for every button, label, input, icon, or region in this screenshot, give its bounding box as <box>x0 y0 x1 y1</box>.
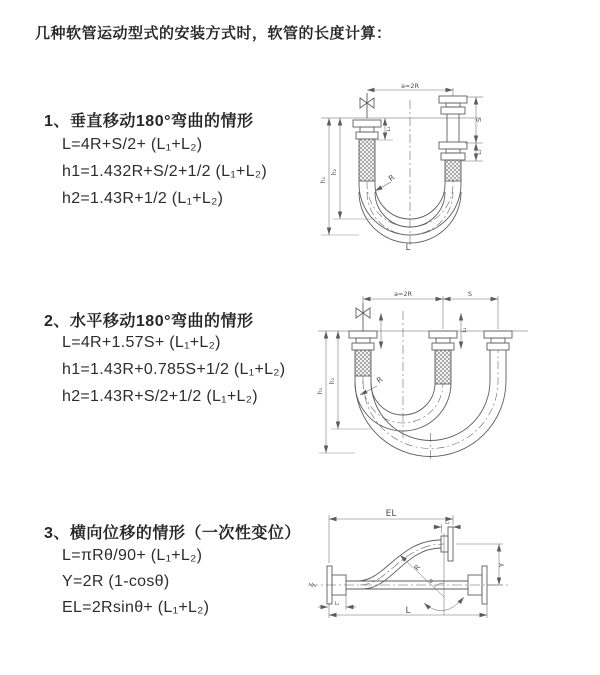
dim-label-a2r: a=2R <box>400 82 420 90</box>
dim-label-y: Y <box>498 562 506 568</box>
dim-label-l: L <box>405 243 411 253</box>
section-2-formula-h2: h2=1.43R+S/2+1/2 (L₁+L₂) <box>62 388 258 405</box>
dim-label-h2: h₂ <box>331 168 338 176</box>
dimension-lines <box>319 296 498 453</box>
dim-label-s: S <box>475 117 483 123</box>
section-3-heading: 3、横向位移的情形（一次性变位） <box>44 525 301 542</box>
dim-label-l2: L₂ <box>477 149 483 155</box>
dim-label-h2: h₂ <box>329 377 336 385</box>
dim-label-r: R <box>412 563 423 573</box>
dim-label-h1: h₁ <box>320 176 327 184</box>
section-3-formula-L: L=πRθ/90+ (L₁+L₂) <box>62 547 203 564</box>
left-flange <box>353 120 381 181</box>
middle-flange <box>429 331 457 384</box>
diagram-lateral-displacement <box>303 503 593 658</box>
dim-label-l1-bottom: L₁ <box>334 601 340 607</box>
dim-label-el: EL <box>385 509 397 519</box>
section-1-formula-h2: h2=1.43R+1/2 (L₁+L₂) <box>62 190 224 207</box>
section-2-heading: 2、水平移动180°弯曲的情形 <box>44 313 254 330</box>
hose-drawing <box>321 93 481 248</box>
dim-label-r: R <box>386 172 397 184</box>
dim-label-l1: L₁ <box>462 327 468 333</box>
section-3-formula-EL: EL=2Rsinθ+ (L₁+L₂) <box>62 599 210 616</box>
dim-label-l1: L₁ <box>386 126 392 132</box>
valve-icon <box>356 303 370 331</box>
dim-label-l1-top: L₁ <box>445 520 450 526</box>
dim-label-theta: θ <box>429 579 433 585</box>
left-flange <box>349 331 377 376</box>
right-flange-lower <box>439 142 467 181</box>
page-title: 几种软管运动型式的安装方式时，软管的长度计算： <box>35 25 392 42</box>
right-flange <box>484 331 512 350</box>
valve-icon <box>360 93 374 118</box>
dim-label-a2r: a=2R <box>393 290 413 298</box>
diagram-horizontal-180-bend <box>313 283 563 461</box>
dimension-lines <box>318 515 503 618</box>
section-2-formula-L: L=4R+1.57S+ (L₁+L₂) <box>62 334 221 351</box>
diagram-vertical-180-bend <box>313 80 543 252</box>
section-1-formula-L: L=4R+S/2+ (L₁+L₂) <box>62 136 203 153</box>
section-1-heading: 1、垂直移动180°弯曲的情形 <box>44 113 254 130</box>
right-flange-upper <box>439 96 467 142</box>
dim-label-h1: h₁ <box>317 387 324 395</box>
dim-label-r: R <box>374 374 385 386</box>
section-3-formula-Y: Y=2R (1-cosθ) <box>62 573 170 590</box>
section-1-formula-h1: h1=1.432R+S/2+1/2 (L₁+L₂) <box>62 163 268 180</box>
dim-label-s: S <box>467 290 473 298</box>
section-2-formula-h1: h1=1.43R+0.785S+1/2 (L₁+L₂) <box>62 361 286 378</box>
dim-label-l: L <box>405 606 411 616</box>
hose-drawing <box>318 303 528 460</box>
